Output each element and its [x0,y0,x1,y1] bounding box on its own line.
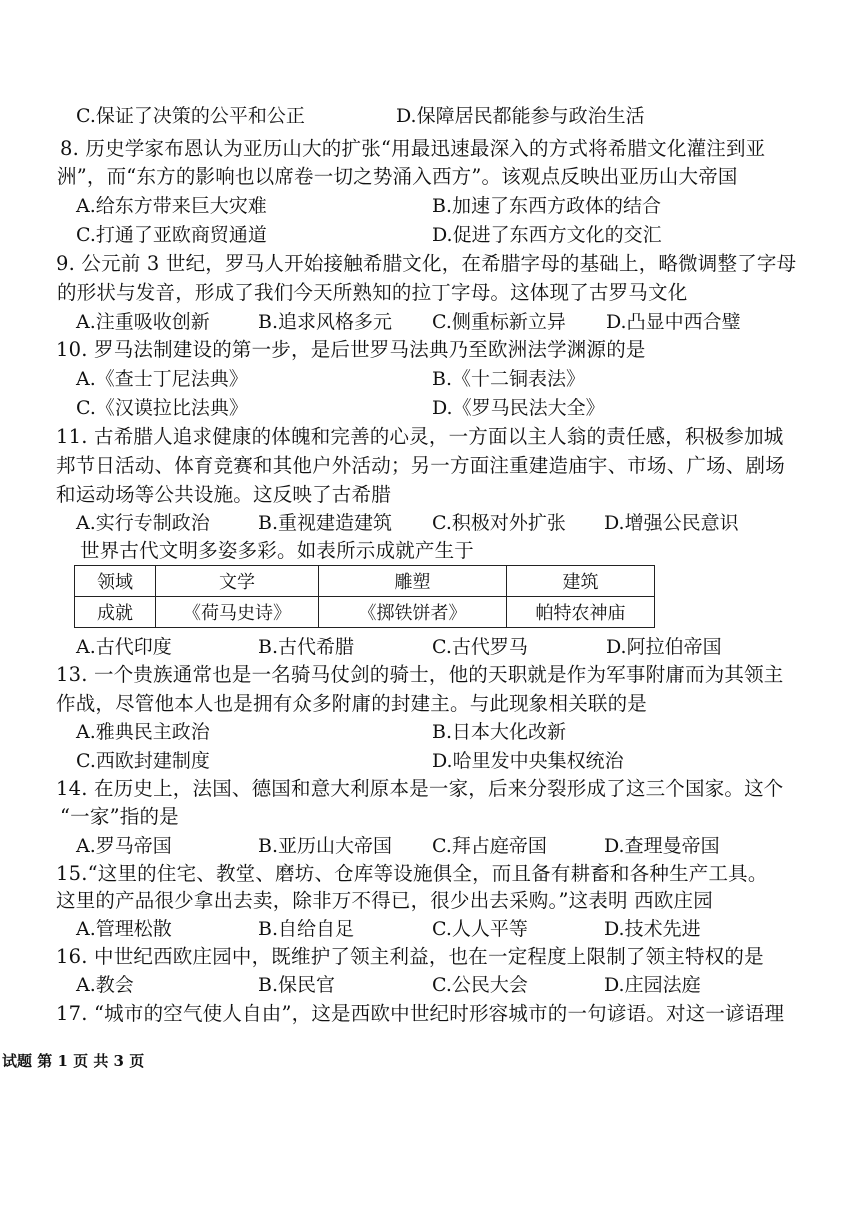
q9-option-a: A.注重吸收创新 [76,311,210,333]
q11-option-c: C.积极对外扩张 [432,512,566,534]
q13-option-c: C.西欧封建制度 [76,750,210,772]
q14-option-a: A.罗马帝国 [76,835,172,857]
q9-option-b: B.追求风格多元 [258,311,393,333]
q13-option-d: D.哈里发中央集权统治 [432,750,624,772]
q10-stem: 10. 罗马法制建设的第一步，是后世罗马法典乃至欧洲法学渊源的是 [56,338,646,361]
q16-option-d: D.庄园法庭 [604,974,701,996]
table-cell: 建筑 [507,566,655,597]
q9-option-c: C.侧重标新立异 [432,311,566,333]
q15-option-b: B.自给自足 [258,918,355,940]
q7-option-d: D.保障居民都能参与政治生活 [396,105,645,127]
q8-stem-line2: 洲”，而“东方的影响也以席卷一切之势涌入西方”。该观点反映出亚历山大帝国 [57,165,738,188]
q12-option-c: C.古代罗马 [432,636,528,658]
table-cell: 成就 [75,597,156,628]
q14-option-b: B.亚历山大帝国 [258,835,393,857]
achievements-table [74,565,655,628]
q9-stem-line2: 的形状与发音，形成了我们今天所熟知的拉丁字母。这体现了古罗马文化 [57,281,688,304]
table-header-row [75,566,655,597]
q12-option-a: A.古代印度 [76,636,172,658]
q10-option-a: A.《查士丁尼法典》 [76,368,248,390]
table-cell: 领域 [75,566,156,597]
q11-stem-line3: 和运动场等公共设施。这反映了古希腊 [56,483,391,506]
table-cell: 雕塑 [319,566,507,597]
q8-stem-line1: 8. 历史学家布恩认为亚历山大的扩张“用最迅速最深入的方式将希腊文化灌注到亚 [60,137,766,160]
q15-stem-line1: 15.“这里的住宅、教堂、磨坊、仓库等设施俱全，而且备有耕畜和各种生产工具。 [56,862,768,885]
q15-option-c: C.人人平等 [432,918,528,940]
q12-option-d: D.阿拉伯帝国 [606,636,722,658]
q8-option-b: B.加速了东西方政体的结合 [432,195,662,217]
table-cell: 《掷铁饼者》 [319,597,507,628]
q15-stem-line2: 这里的产品很少拿出去卖，除非万不得已，很少出去采购。”这表明 西欧庄园 [56,889,713,912]
q8-option-d: D.促进了东西方文化的交汇 [432,224,662,246]
table-cell: 文学 [156,566,319,597]
q15-option-a: A.管理松散 [76,918,172,940]
q14-stem-line2: “一家”指的是 [60,805,179,828]
table-cell: 帕特农神庙 [507,597,655,628]
q16-option-b: B.保民官 [258,974,336,996]
q13-option-b: B.日本大化改新 [432,721,567,743]
q15-option-d: D.技术先进 [604,918,701,940]
q10-option-c: C.《汉谟拉比法典》 [76,397,248,419]
table-row [75,597,655,628]
q11-stem-line1: 11. 古希腊人追求健康的体魄和完善的心灵，一方面以主人翁的责任感，积极参加城 [56,425,784,448]
q7-option-c: C.保证了决策的公平和公正 [76,105,305,127]
q11-option-b: B.重视建造建筑 [258,512,393,534]
q11-option-a: A.实行专制政治 [76,512,210,534]
table-cell: 《荷马史诗》 [156,597,319,628]
q9-stem-line1: 9. 公元前 3 世纪，罗马人开始接触希腊文化，在希腊字母的基础上，略微调整了字母 [56,252,797,275]
q10-option-b: B.《十二铜表法》 [432,368,586,390]
q9-option-d: D.凸显中西合璧 [606,311,741,333]
q10-option-d: D.《罗马民法大全》 [432,397,605,419]
q8-option-a: A.给东方带来巨大灾难 [76,195,267,217]
q8-option-c: C.打通了亚欧商贸通道 [76,224,267,246]
q14-stem-line1: 14. 在历史上，法国、德国和意大利原本是一家，后来分裂形成了这三个国家。这个 [56,777,784,800]
q13-option-a: A.雅典民主政治 [76,721,210,743]
q16-stem: 16. 中世纪西欧庄园中，既维护了领主利益，也在一定程度上限制了领主特权的是 [56,945,764,968]
q16-option-c: C.公民大会 [432,974,528,996]
q14-option-d: D.查理曼帝国 [604,835,720,857]
q17-stem: 17. “城市的空气使人自由”，这是西欧中世纪时形容城市的一句谚语。对这一谚语理 [56,1002,785,1025]
page-footer: 试题 第 1 页 共 3 页 [2,1052,145,1070]
q11-option-d: D.增强公民意识 [604,512,739,534]
q13-stem-line2: 作战，尽管他本人也是拥有众多附庸的封建主。与此现象相关联的是 [56,692,648,715]
q12-option-b: B.古代希腊 [258,636,355,658]
q16-option-a: A.教会 [76,974,134,996]
q11-stem-line2: 邦节日活动、体育竞赛和其他户外活动；另一方面注重建造庙宇、市场、广场、剧场 [56,454,785,477]
q12-stem: 世界古代文明多姿多彩。如表所示成就产生于 [80,539,475,562]
q14-option-c: C.拜占庭帝国 [432,835,547,857]
q13-stem-line1: 13. 一个贵族通常也是一名骑马仗剑的骑士，他的天职就是作为军事附庸而为其领主 [56,663,784,686]
